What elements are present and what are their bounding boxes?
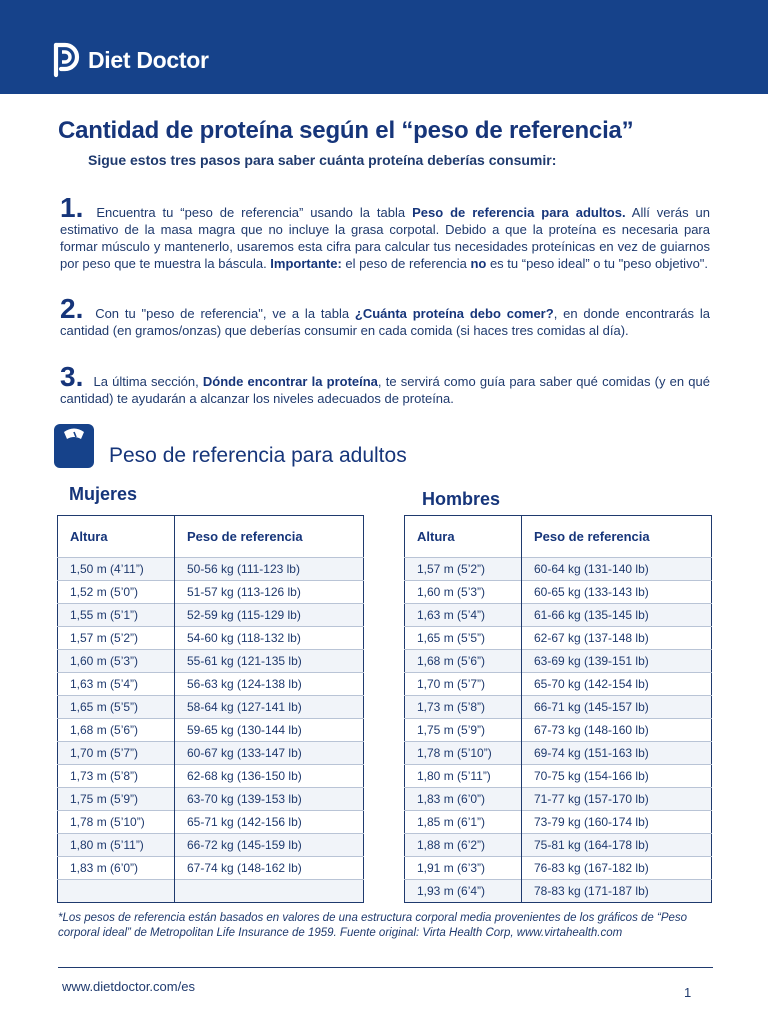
scale-icon	[53, 423, 95, 469]
men-title: Hombres	[422, 489, 501, 509]
footer-divider	[58, 967, 713, 968]
weight-cell: 62-68 kg (136-150 lb)	[175, 765, 364, 788]
height-cell: 1,83 m (6’0”)	[58, 857, 175, 880]
step-1-text-b: Allí verás un estimativo de la masa magra que no incluye la grasa corpotal. Debido a que la proteína es necesaria para formar músculo y mantenerlo, usaremos esta cifra para calcular tus necesidades proteínicas en vez de guiarnos por peso que te muestra la báscula.	[60, 205, 710, 271]
height-cell: 1,60 m (5’3”)	[405, 581, 522, 604]
height-cell: 1,63 m (5’4”)	[58, 673, 175, 696]
height-cell: 1,80 m (5’11”)	[405, 765, 522, 788]
table-header-row	[405, 516, 712, 558]
height-cell: 1,70 m (5’7”)	[58, 742, 175, 765]
height-cell: 1,63 m (5’4”)	[405, 604, 522, 627]
weight-cell: 69-74 kg (151-163 lb)	[522, 742, 712, 765]
weight-cell: 50-56 kg (111-123 lb)	[175, 558, 364, 581]
table-row	[58, 673, 364, 696]
weight-cell: 60-67 kg (133-147 lb)	[175, 742, 364, 765]
step-2-bold-a: ¿Cuánta proteína debo comer?	[354, 306, 554, 321]
table-row	[58, 696, 364, 719]
weight-cell: 56-63 kg (124-138 lb)	[175, 673, 364, 696]
height-cell: 1,85 m (6’1”)	[405, 811, 522, 834]
weight-cell: 60-65 kg (133-143 lb)	[522, 581, 712, 604]
step-1-text-d: es tu “peso ideal” o tu "peso objetivo".	[486, 256, 709, 271]
footer-link[interactable]: www.dietdoctor.com/es	[62, 979, 195, 994]
table-row	[58, 811, 364, 834]
table-row	[405, 857, 712, 880]
step-2	[60, 293, 710, 339]
height-cell: 1,57 m (5’2”)	[58, 627, 175, 650]
weight-cell: 67-74 kg (148-162 lb)	[175, 857, 364, 880]
table-row	[405, 834, 712, 857]
table-row	[405, 558, 712, 581]
step-3-text-b: , te servirá como guía para saber qué comidas (y en qué cantidad) te ayudarán a alcanzar los niveles adecuados de proteína.	[60, 374, 710, 406]
height-cell: 1,83 m (6’0”)	[405, 788, 522, 811]
table-row	[58, 604, 364, 627]
table-row	[58, 558, 364, 581]
table-row	[405, 811, 712, 834]
table-row	[405, 673, 712, 696]
weight-cell: 78-83 kg (171-187 lb)	[522, 880, 712, 903]
weight-cell: 73-79 kg (160-174 lb)	[522, 811, 712, 834]
height-cell: 1,65 m (5’5”)	[58, 696, 175, 719]
step-3-number: 3.	[60, 361, 84, 392]
height-cell: 1,65 m (5’5”)	[405, 627, 522, 650]
weight-cell: 71-77 kg (157-170 lb)	[522, 788, 712, 811]
weight-cell: 52-59 kg (115-129 lb)	[175, 604, 364, 627]
height-cell: 1,80 m (5’11”)	[58, 834, 175, 857]
step-2-text-b: , en donde encontrarás la cantidad (en gramos/onzas) que deberías consumir en cada comida (si haces tres comidas al día).	[60, 306, 710, 338]
step-3	[60, 361, 710, 407]
brand-logo[interactable]	[52, 42, 209, 78]
height-cell: 1,88 m (6’2”)	[405, 834, 522, 857]
weight-cell: 60-64 kg (131-140 lb)	[522, 558, 712, 581]
step-1-bold-c: no	[470, 256, 487, 271]
weight-cell: 54-60 kg (118-132 lb)	[175, 627, 364, 650]
height-cell: 1,68 m (5’6”)	[58, 719, 175, 742]
table-row	[405, 788, 712, 811]
header-bar	[0, 0, 768, 94]
table-row	[58, 581, 364, 604]
table-row	[58, 765, 364, 788]
table-row	[58, 834, 364, 857]
page-subtitle: Sigue estos tres pasos para saber cuánta proteína deberías consumir:	[88, 152, 557, 168]
table-row	[405, 719, 712, 742]
weight-cell: 58-64 kg (127-141 lb)	[175, 696, 364, 719]
height-cell: 1,57 m (5’2”)	[405, 558, 522, 581]
table-row	[58, 880, 364, 903]
weight-cell: 61-66 kg (135-145 lb)	[522, 604, 712, 627]
weight-cell: 63-69 kg (139-151 lb)	[522, 650, 712, 673]
women-header-height: Altura	[58, 516, 175, 558]
weight-cell: 66-72 kg (145-159 lb)	[175, 834, 364, 857]
weight-cell: 55-61 kg (121-135 lb)	[175, 650, 364, 673]
weight-cell: 63-70 kg (139-153 lb)	[175, 788, 364, 811]
step-1-bold-a: Peso de referencia para adultos.	[412, 205, 626, 220]
step-1	[60, 192, 710, 272]
height-cell: 1,50 m (4’11”)	[58, 558, 175, 581]
weight-cell: 67-73 kg (148-160 lb)	[522, 719, 712, 742]
weight-cell: 75-81 kg (164-178 lb)	[522, 834, 712, 857]
table-row	[405, 627, 712, 650]
men-table	[404, 515, 712, 903]
height-cell: 1,73 m (5’8”)	[58, 765, 175, 788]
step-1-bold-b: Importante:	[270, 256, 342, 271]
section-title: Peso de referencia para adultos	[109, 444, 407, 467]
table-row	[405, 581, 712, 604]
table-row	[58, 742, 364, 765]
height-cell: 1,55 m (5’1”)	[58, 604, 175, 627]
table-row	[405, 696, 712, 719]
weight-cell: 51-57 kg (113-126 lb)	[175, 581, 364, 604]
table-row	[58, 719, 364, 742]
table-row	[405, 765, 712, 788]
weight-cell: 76-83 kg (167-182 lb)	[522, 857, 712, 880]
step-3-bold-a: Dónde encontrar la proteína	[202, 374, 378, 389]
step-1-number: 1.	[60, 192, 84, 223]
brand-name: Diet Doctor	[88, 46, 209, 73]
weight-cell: 59-65 kg (130-144 lb)	[175, 719, 364, 742]
step-2-text-a: Con tu "peso de referencia", ve a la tabla	[95, 306, 355, 321]
men-header-weight: Peso de referencia	[534, 529, 650, 544]
women-title: Mujeres	[69, 484, 138, 504]
height-cell: 1,93 m (6’4”)	[405, 880, 522, 903]
step-1-text-c: el peso de referencia	[341, 256, 471, 271]
table-row	[58, 650, 364, 673]
height-cell: 1,68 m (5’6”)	[405, 650, 522, 673]
men-header-height: Altura	[405, 516, 522, 558]
table-header-row	[58, 516, 364, 558]
height-cell: 1,73 m (5’8”)	[405, 696, 522, 719]
height-cell: 1,60 m (5’3”)	[58, 650, 175, 673]
table-row	[405, 880, 712, 903]
step-1-text-a: Encuentra tu “peso de referencia” usando la tabla	[96, 205, 413, 220]
table-row	[405, 742, 712, 765]
height-cell: 1,52 m (5’0”)	[58, 581, 175, 604]
height-cell: 1,78 m (5’10”)	[58, 811, 175, 834]
weight-cell	[175, 880, 364, 903]
height-cell: 1,75 m (5’9”)	[405, 719, 522, 742]
weight-cell: 62-67 kg (137-148 lb)	[522, 627, 712, 650]
table-row	[405, 650, 712, 673]
weight-cell: 70-75 kg (154-166 lb)	[522, 765, 712, 788]
page-number: 1	[684, 985, 692, 1000]
table-row	[58, 788, 364, 811]
page-title: Cantidad de proteína según el “peso de referencia”	[58, 117, 634, 144]
step-2-number: 2.	[60, 293, 84, 324]
height-cell: 1,75 m (5’9”)	[58, 788, 175, 811]
height-cell: 1,78 m (5’10”)	[405, 742, 522, 765]
table-row	[58, 627, 364, 650]
table-row	[58, 857, 364, 880]
height-cell	[58, 880, 175, 903]
women-table	[57, 515, 364, 903]
weight-cell: 65-70 kg (142-154 lb)	[522, 673, 712, 696]
step-3-text-a: La última sección,	[93, 374, 203, 389]
footnote: *Los pesos de referencia están basados en valores de una estructura corporal media provenientes de los gráficos de “Peso corporal ideal” de Metropolitan Life Insurance de 1959. Fuente original: Virta Health Corp, www.virtahealth.com	[58, 912, 688, 939]
table-row	[405, 604, 712, 627]
height-cell: 1,70 m (5’7”)	[405, 673, 522, 696]
weight-cell: 65-71 kg (142-156 lb)	[175, 811, 364, 834]
diet-doctor-d-icon	[52, 42, 80, 78]
height-cell: 1,91 m (6’3”)	[405, 857, 522, 880]
weight-cell: 66-71 kg (145-157 lb)	[522, 696, 712, 719]
women-header-weight: Peso de referencia	[187, 529, 303, 544]
